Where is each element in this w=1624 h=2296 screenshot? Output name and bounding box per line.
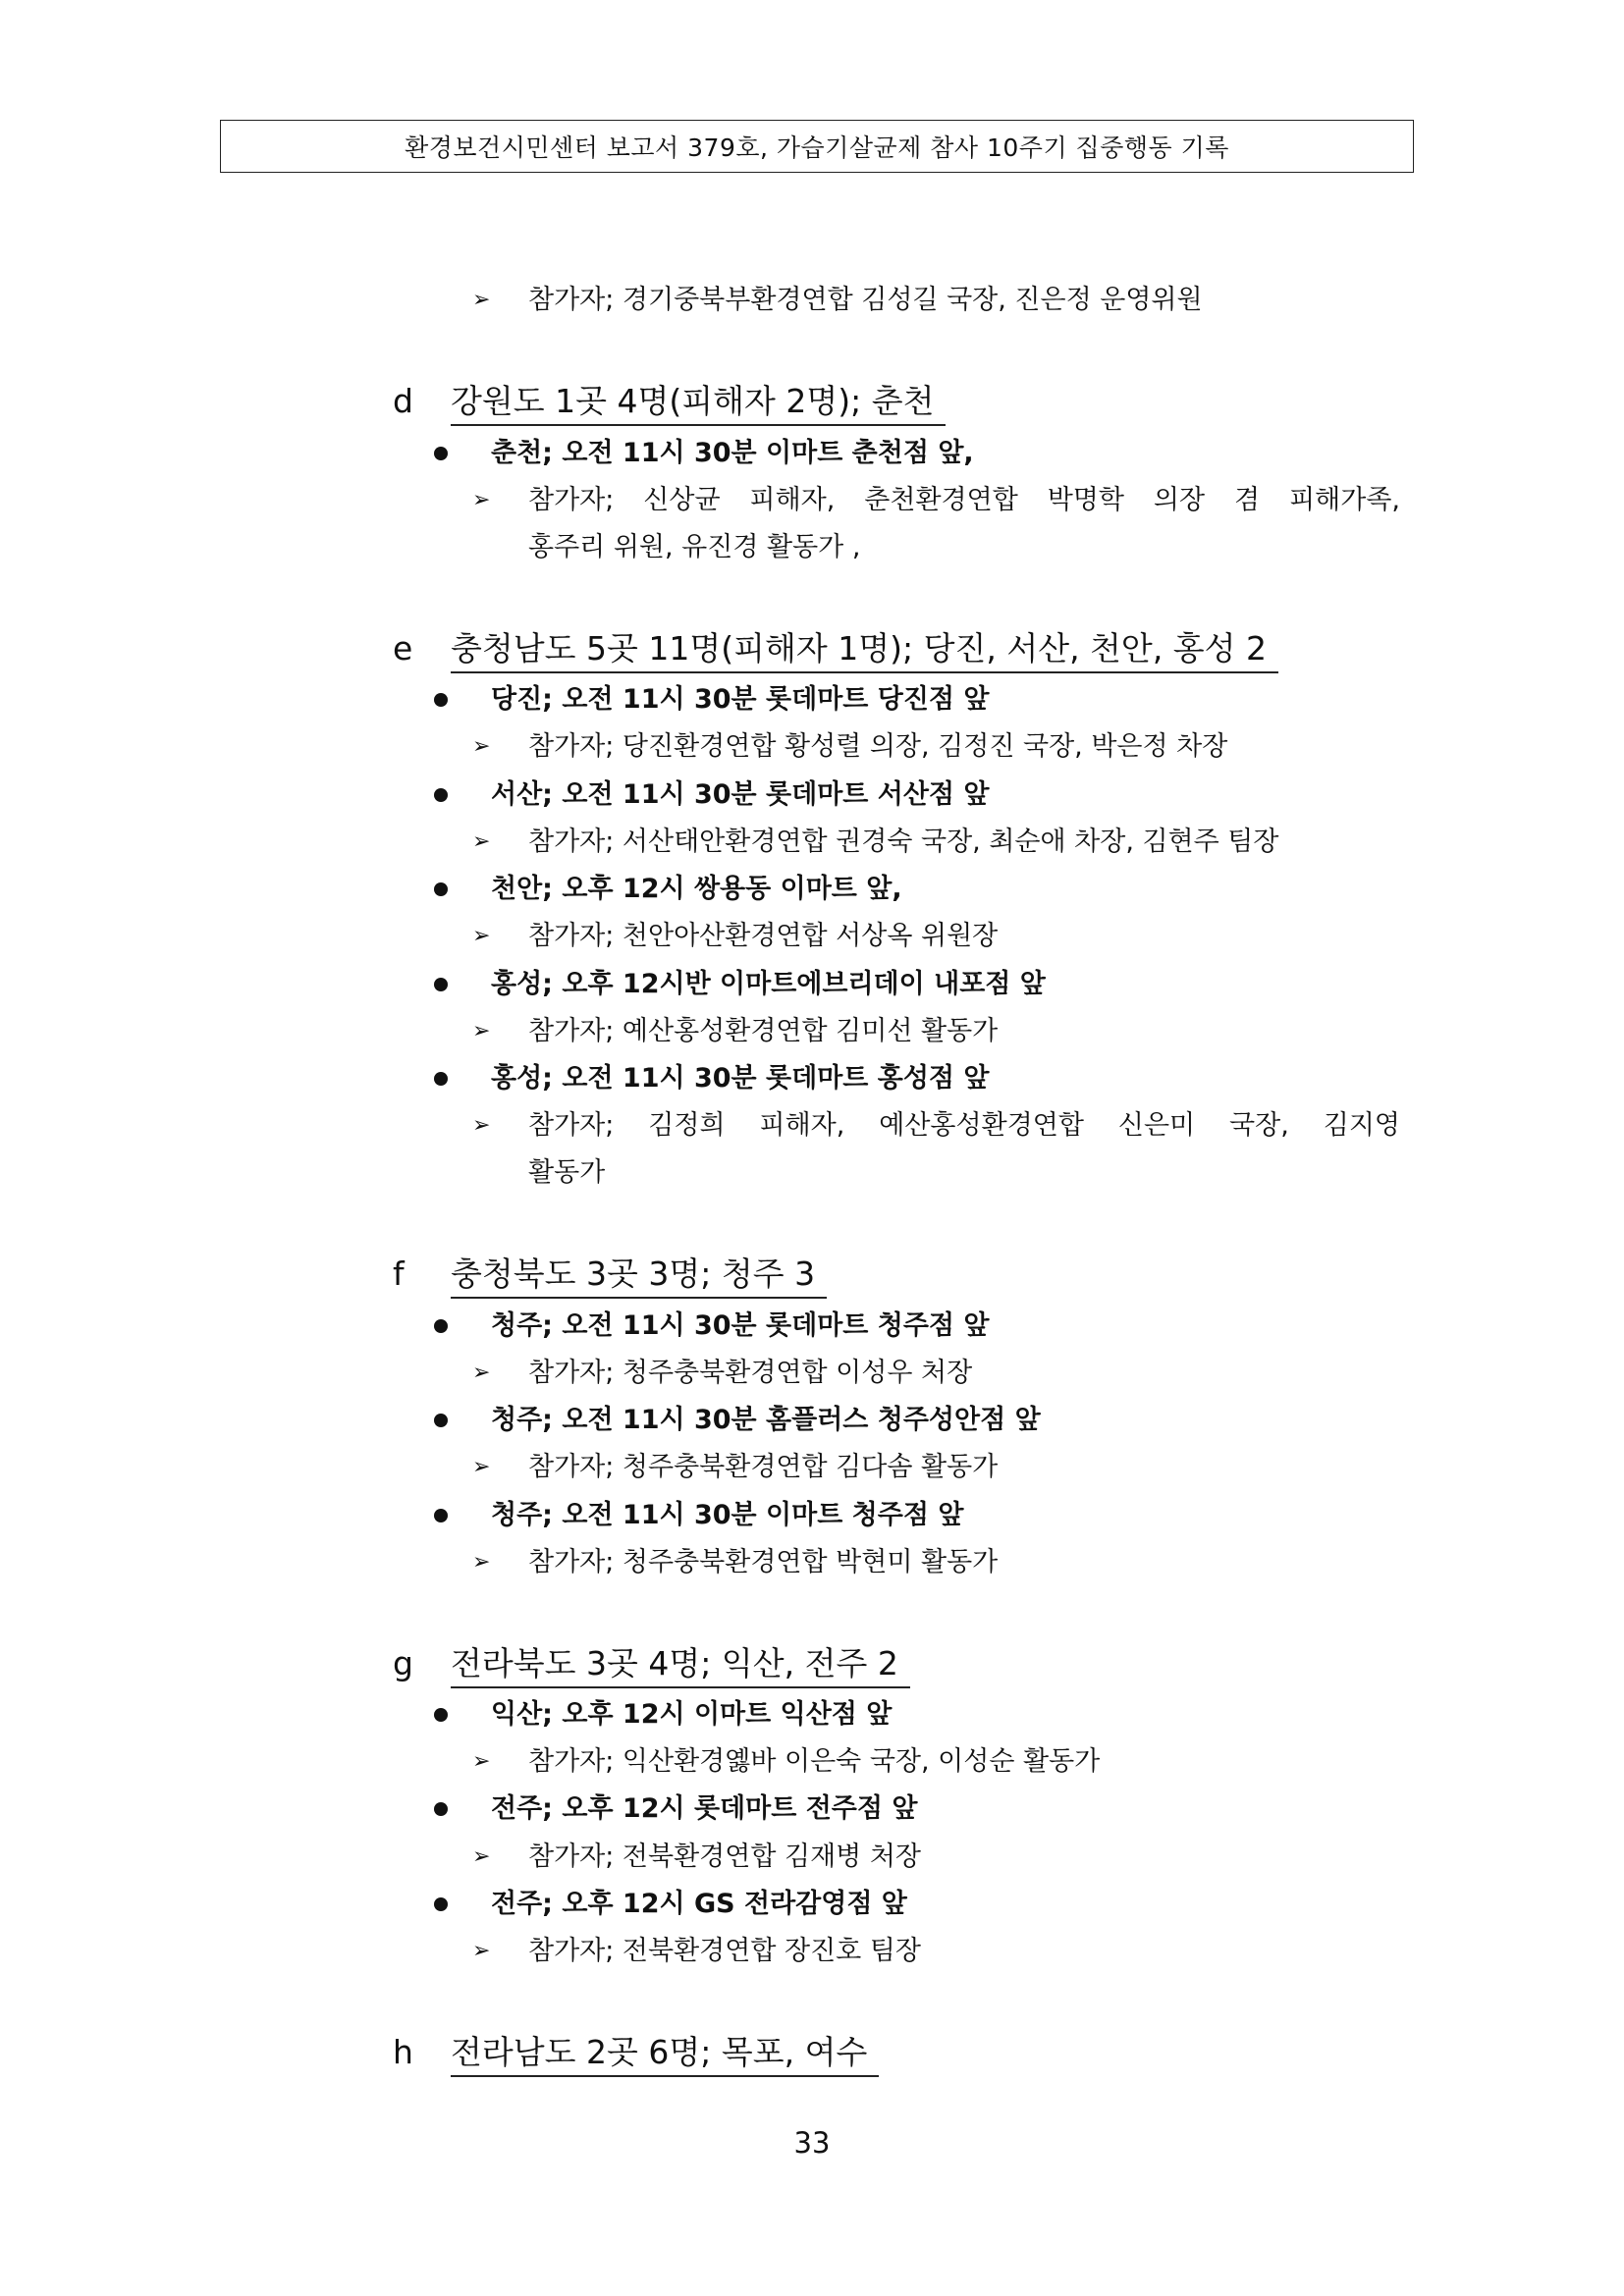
bullet-dot-icon: [434, 1708, 448, 1722]
participant-text: 참가자; 신상균 피해자, 춘천환경연합 박명학 의장 겸 피해가족,: [528, 485, 1400, 515]
arrow-bullet-icon: ➢: [472, 288, 491, 312]
bullet-dot-icon: [434, 447, 448, 460]
arrow-bullet-icon: ➢: [472, 1113, 491, 1138]
participant-text-cont: 홍주리 위원, 유진경 활동가 ,: [528, 532, 861, 562]
participant-text-cont: 활동가: [528, 1157, 606, 1188]
bullet-dot-icon: [434, 1802, 448, 1816]
report-header: 환경보건시민센터 보고서 379호, 가습기살균제 참사 10주기 집중행동 기록: [220, 120, 1414, 173]
bullet-dot-icon: [434, 1414, 448, 1427]
arrow-bullet-icon: ➢: [472, 734, 491, 759]
bullet-dot-icon: [434, 1072, 448, 1086]
arrow-bullet-icon: ➢: [472, 1361, 491, 1385]
arrow-bullet-icon: ➢: [472, 829, 491, 854]
arrow-bullet-icon: ➢: [472, 1749, 491, 1774]
arrow-bullet-icon: ➢: [472, 1844, 491, 1869]
bullet-dot-icon: [434, 788, 448, 802]
bullet-dot-icon: [434, 1319, 448, 1333]
arrow-bullet-icon: ➢: [472, 1939, 491, 1963]
bullet-dot-icon: [434, 882, 448, 896]
bullet-dot-icon: [434, 1897, 448, 1911]
bullet-dot-icon: [434, 1509, 448, 1522]
arrow-bullet-icon: ➢: [472, 1550, 491, 1575]
arrow-bullet-icon: ➢: [472, 488, 491, 512]
bullet-dot-icon: [434, 693, 448, 707]
participant-text: 참가자; 김정희 피해자, 예산홍성환경연합 신은미 국장, 김지영: [528, 1110, 1400, 1141]
arrow-bullet-icon: ➢: [472, 924, 491, 948]
bullet-dot-icon: [434, 978, 448, 991]
page-number: 33: [793, 2126, 831, 2160]
arrow-bullet-icon: ➢: [472, 1455, 491, 1479]
arrow-bullet-icon: ➢: [472, 1019, 491, 1043]
